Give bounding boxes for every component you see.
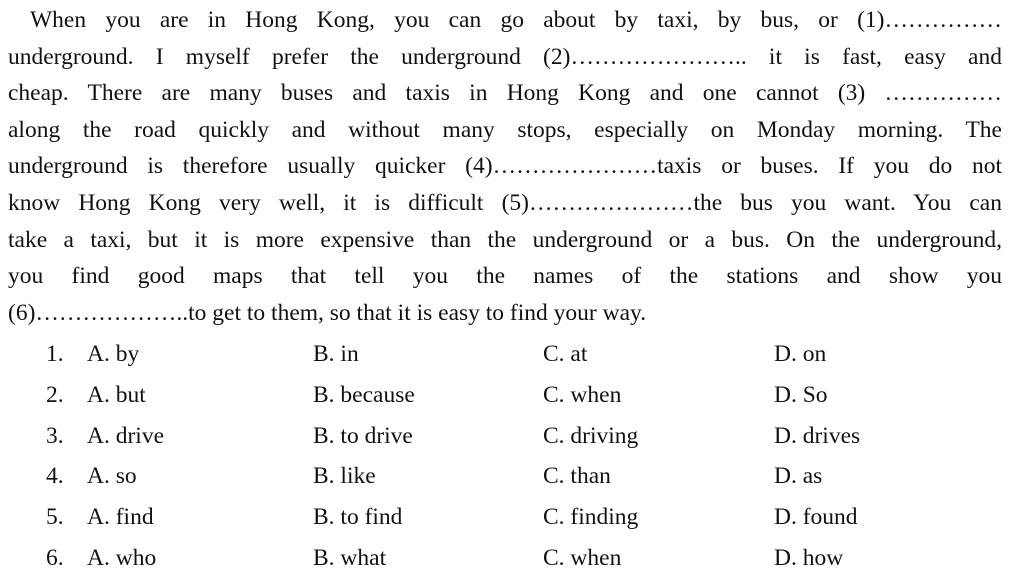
option-d: D. found — [774, 504, 858, 531]
passage-line-7: take a taxi, but it is more expensive than the underground or a bus. On the underground, — [8, 226, 1002, 253]
passage-line-4: along the road quickly and without many stops, especially on Monday morning. The — [8, 116, 1002, 143]
question-row-5 — [0, 497, 1024, 538]
option-b: B. to find — [313, 504, 403, 531]
option-d: D. how — [774, 544, 844, 571]
option-a: A. but — [87, 381, 146, 408]
question-number: 2. — [46, 381, 64, 408]
passage-line-6: know Hong Kong very well, it is difficult (5)…………………the bus you want. You can — [8, 189, 1002, 216]
passage-line-9: (6)………………..to get to them, so that it is easy to find your way. — [8, 299, 647, 326]
option-a: A. drive — [87, 422, 165, 449]
option-d: D. on — [774, 341, 827, 367]
option-b: B. like — [313, 463, 376, 490]
option-d: D. as — [774, 463, 823, 490]
question-number: 1. — [46, 341, 64, 367]
answer-options — [0, 334, 1024, 579]
option-a: A. so — [87, 463, 137, 490]
option-d: D. drives — [774, 422, 861, 449]
option-c: C. than — [543, 463, 611, 490]
passage-line-5: underground is therefore usually quicker (4)…………………taxis or buses. If you do not — [8, 153, 1002, 180]
option-b: B. because — [313, 381, 415, 408]
question-row-4 — [0, 456, 1024, 497]
option-c: C. when — [543, 381, 622, 408]
option-c: C. at — [543, 341, 588, 367]
passage-line-1: When you are in Hong Kong, you can go about by taxi, by bus, or (1)…………… — [30, 7, 1002, 33]
option-d: D. So — [774, 381, 828, 408]
question-number: 3. — [46, 422, 64, 449]
passage-line-3: cheap. There are many buses and taxis in Hong Kong and one cannot (3) …………… — [8, 80, 1002, 107]
option-a: A. find — [87, 504, 154, 531]
option-b: B. what — [313, 544, 387, 571]
option-b: B. in — [313, 341, 359, 367]
option-c: C. finding — [543, 504, 639, 531]
option-a: A. by — [87, 341, 140, 367]
question-number: 5. — [46, 504, 64, 531]
cloze-passage — [8, 2, 1002, 331]
option-b: B. to drive — [313, 422, 413, 449]
question-row-6 — [0, 538, 1024, 579]
question-number: 6. — [46, 544, 64, 571]
question-number: 4. — [46, 463, 64, 490]
question-row-3 — [0, 416, 1024, 457]
option-c: C. driving — [543, 422, 639, 449]
option-c: C. when — [543, 544, 622, 571]
passage-line-2: underground. I myself prefer the underground (2)………………….. it is fast, easy and — [8, 43, 1002, 70]
question-row-1 — [0, 334, 1024, 375]
option-a: A. who — [87, 544, 157, 571]
question-row-2 — [0, 375, 1024, 416]
passage-line-8: you find good maps that tell you the names of the stations and show you — [8, 263, 1002, 290]
